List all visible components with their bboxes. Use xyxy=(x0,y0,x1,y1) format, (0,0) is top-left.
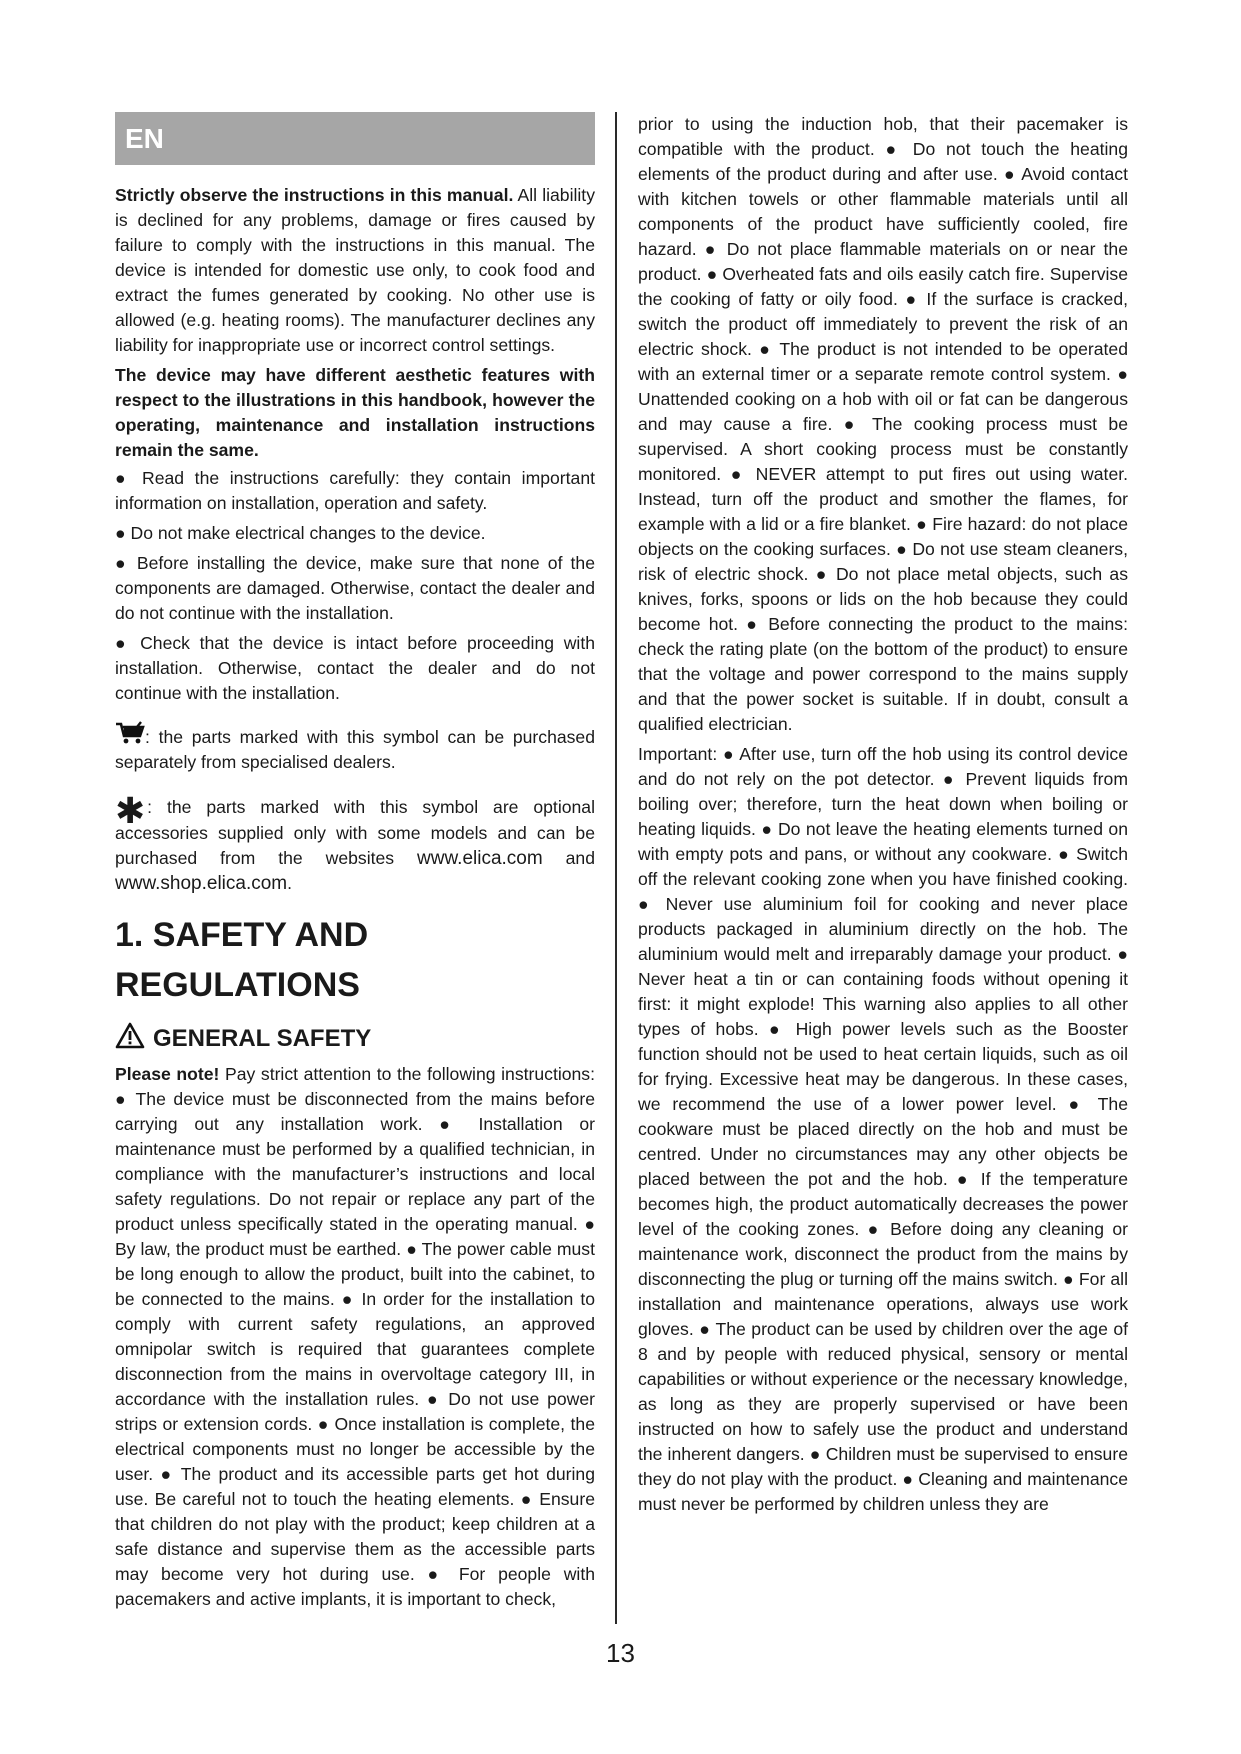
general-safety-label: GENERAL SAFETY xyxy=(153,1025,372,1052)
page-number: 13 xyxy=(606,1638,635,1668)
column-divider xyxy=(615,112,617,1624)
and-text: and xyxy=(542,848,596,868)
right-column xyxy=(638,112,1128,1517)
warning-triangle-icon xyxy=(115,1022,145,1049)
website-shop-link[interactable]: www.shop.elica.com xyxy=(115,873,288,894)
intro-lead: Strictly observe the instructions in this manual. xyxy=(115,185,514,205)
safety-text-right-2: Important: ● After use, turn off the hob using its control device and do not rely on the pot detector. ● Prevent liquids from boiling over; therefore, turn the heat down when boiling or heating liquids. ● Do not leave the heating elements turned on with empty pots and pans, or without any cookware. ● Switch off the relevant cooking zone when you have finished cooking. ● Never use aluminium foil for cooking and never place products packaged in aluminium directly on the hob. The aluminium would melt and irreparably damage your product. ● Never heat a tin or can containing foods without opening it first: it might explode! This warning also applies to all other types of hobs. ● High power levels such as the Booster function should not be used to heat certain liquids, such as oil for frying. Excessive heat may be dangerous. In these cases, we recommend the use of a lower power level. ● The cookware must be placed directly on the hob and must be centred. Under no circumstances may any other objects be placed between the pot and the hob. ● If the temperature becomes high, the product automatically decreases the power level of the cooking zones. ● Before doing any cleaning or maintenance work, disconnect the product from the mains by disconnecting the plug or turning off the mains switch. ● For all installation and maintenance operations, always use work gloves. ● The product can be used by children over the age of 8 and by people with reduced physical, sensory or mental capabilities or without experience or the necessary knowledge, as long as they are properly supervised or have been instructed on how to safely use the product and understand the inherent dangers. ● Children must be supervised to ensure they do not play with the product. ● Cleaning and maintenance must never be performed by children unless they are xyxy=(638,744,1128,1514)
star-symbol-note xyxy=(115,790,596,896)
bullet-check-intact: ● Check that the device is intact before proceeding with installation. Otherwise, contact the dealer and do not continue with the installation. xyxy=(115,633,595,703)
shopping-cart-icon xyxy=(115,721,145,745)
bullet-check-components: ● Before installing the device, make sure that none of the components are damaged. Otherwise, contact the dealer and do not continue with the installation. xyxy=(115,553,595,623)
safety-text-left xyxy=(115,1062,595,1612)
cart-note-text: : the parts marked with this symbol can be purchased separately from specialised dealers. xyxy=(115,727,595,772)
bullet-read-instructions: ● Read the instructions carefully: they contain important information on installation, operation and safety. xyxy=(115,468,595,513)
period-text: . xyxy=(287,873,293,893)
intro-text: All liability is declined for any problems, damage or fires caused by failure to comply with the instructions in this manual. The device is intended for domestic use only, to cook food and extract the fumes generated by cooking. No other use is allowed (e.g. heating rooms). The manufacturer declines any liability for inappropriate use or incorrect control settings. xyxy=(115,185,595,355)
section-title: 1. SAFETY AND REGULATIONS xyxy=(115,916,369,1004)
aesthetic-note: The device may have different aesthetic features with respect to the illustrations in this handbook, however the operating, maintenance and installation instructions remain the same. xyxy=(115,365,595,460)
please-note-lead: Please note! xyxy=(115,1064,220,1084)
star-note-text: : the parts marked with this symbol are optional accessories supplied only with some models and can be purchased from the websites xyxy=(115,797,595,868)
bullet-no-electrical-changes: ● Do not make electrical changes to the device. xyxy=(115,523,486,543)
language-header: EN xyxy=(115,112,595,165)
intro-paragraph xyxy=(115,183,595,358)
safety-instructions-left: Pay strict attention to the following instructions: ● The device must be disconnected from the mains before carrying out any installation work. ● Installation or maintenance must be performed by a qualified technician, in compliance with the manufacturer’s instructions and local safety regulations. Do not repair or replace any part of the product unless specifically stated in the operating manual. ● By law, the product must be earthed. ● The power cable must be long enough to allow the product, built into the cabinet, to be connected to the mains. ● In order for the installation to comply with current safety regulations, an approved omnipolar switch is required that guarantees complete disconnection from the mains in overvoltage category III, in accordance with the installation rules. ● Do not use power strips or extension cords. ● Once installation is complete, the electrical components must no longer be accessible by the user. ● The product and its accessible parts get hot during use. Be careful not to touch the heating elements. ● Ensure that children do not play with the product; keep children at a safe distance and supervise them as the accessible parts may become very hot during use. ● For people with pacemakers and active implants, it is important to check, xyxy=(115,1064,595,1609)
safety-text-right-1: prior to using the induction hob, that their pacemaker is compatible with the product. ● Do not touch the heating elements of the product during and after use. ● Avoid contact with kitchen towels or other flammable materials until all components of the product have sufficiently cooled, fire hazard. ● Do not place flammable materials on or near the product. ● Overheated fats and oils easily catch fire. Supervise the cooking of fatty or oily food. ● If the surface is cracked, switch the product off immediately to prevent the risk of an electric shock. ● The product is not intended to be operated with an external timer or a separate remote control system. ● Unattended cooking on a hob with oil or fat can be dangerous and may cause a fire. ● The cooking process must be supervised. A short cooking process must be constantly monitored. ● NEVER attempt to put fires out using water. Instead, turn off the product and smother the flames, for example with a lid or a fire blanket. ● Fire hazard: do not place objects on the cooking surfaces. ● Do not use steam cleaners, risk of electric shock. ● Do not place metal objects, such as knives, forks, spoons or lids on the hob because they could become hot. ● Before connecting the product to the mains: check the rating plate (on the bottom of the product) to ensure that the voltage and power correspond to the mains supply and that the power socket is suitable. If in doubt, consult a qualified electrician. xyxy=(638,114,1128,734)
asterisk-icon: ✱ xyxy=(115,790,146,831)
cart-symbol-note xyxy=(115,721,595,775)
general-safety-heading xyxy=(115,1022,595,1056)
left-column xyxy=(115,112,595,1612)
website-elica-link[interactable]: www.elica.com xyxy=(417,848,543,869)
